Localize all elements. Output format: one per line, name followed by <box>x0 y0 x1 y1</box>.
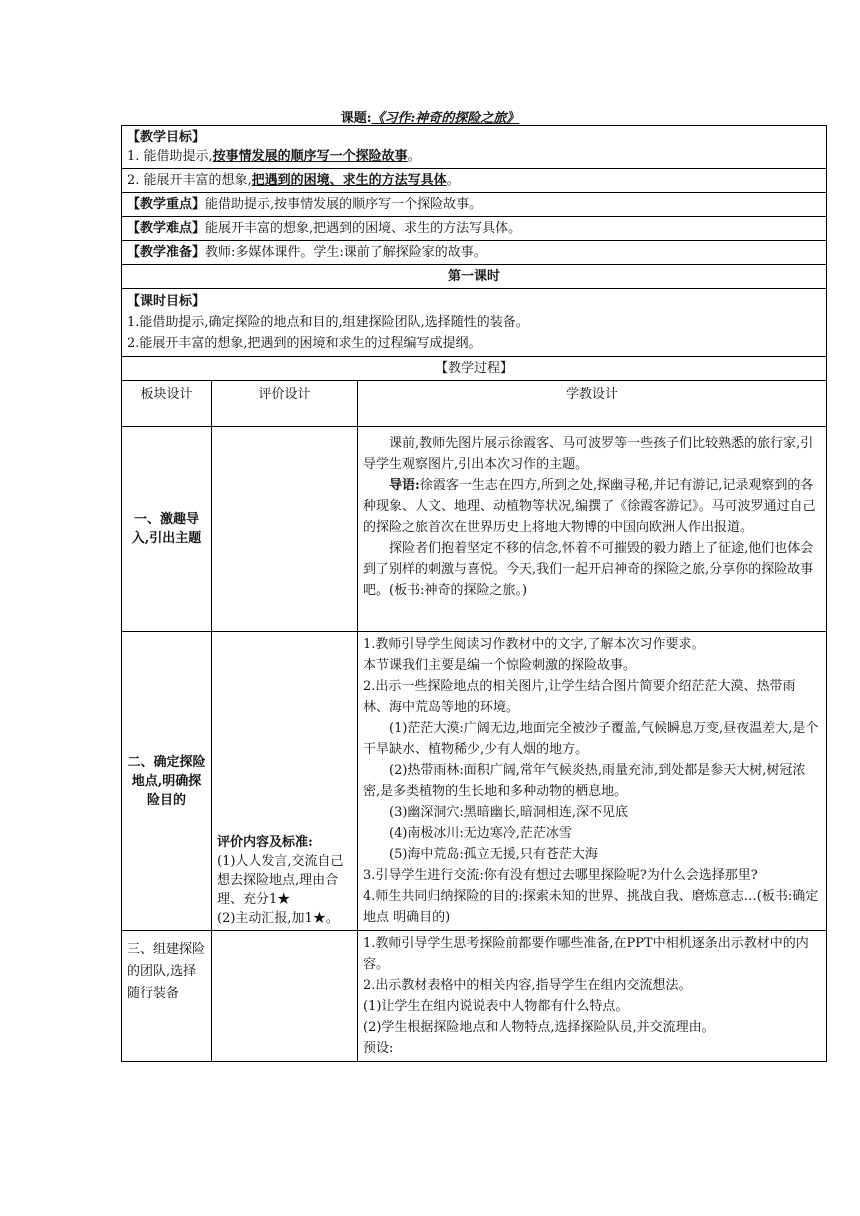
section-1-content <box>358 427 827 632</box>
section-3-row <box>122 931 827 1062</box>
section-2-line-5: 4.师生共同归纳探险的目的:探索未知的世界、挑战自我、磨炼意志…(板书:确定地点 明确目的) <box>363 889 819 925</box>
lesson-plan-table <box>121 125 827 1062</box>
section-2-line-1: 1.教师引导学生阅读习作教材中的文字,了解本次习作要求。 <box>363 637 705 652</box>
section-1-paragraph-3: 探险者们抱着坚定不移的信念,怀着不可摧毁的毅力踏上了征途,他们也体会到了别样的刺激与喜悦。今天,我们一起开启神奇的探险之旅,分享你的探险故事吧。(板书:神奇的探险之旅。) <box>363 541 814 598</box>
section-2-title: 二、确定探险地点,明确探险目的 <box>122 632 212 931</box>
section-2-line-2: 本节课我们主要是编一个惊险刺激的探险故事。 <box>363 658 637 673</box>
goal-2-post: 。 <box>446 173 460 188</box>
evaluation-heading: 评价内容及标准: <box>217 835 313 850</box>
preparation-cell <box>122 241 827 265</box>
goal-1-pre: 1. 能借助提示, <box>127 149 213 164</box>
section-3-title: 三、组建探险的团队,选择随行装备 <box>122 931 212 1062</box>
column-header-teaching: 学教设计 <box>358 381 827 427</box>
page-title <box>0 107 860 126</box>
key-point-label: 【教学重点】 <box>127 197 206 212</box>
goal-2-emphasis: 把遇到的困境、求生的方法写具体 <box>251 173 447 188</box>
key-point-cell <box>122 193 827 217</box>
section-1-paragraph-2 <box>363 475 821 538</box>
lead-in-text: 徐霞客一生志在四方,所到之处,探幽寻秘,并记有游记,记录观察到的各种现象、人文、地理、动植物等状况,编撰了《徐霞客游记》。马可波罗通过自己的探险之旅首次在世界历史上将地大物博的中国向欧洲人作出报道。 <box>363 478 816 535</box>
teaching-goals-heading: 【教学目标】 <box>127 130 206 145</box>
evaluation-item-1: (1)人人发言,交流自己想去探险地点,理由合理、充分1★ <box>217 854 344 907</box>
environment-island: (5)海中荒岛:孤立无援,只有苍茫大海 <box>389 847 598 862</box>
environment-rainforest: (2)热带雨林:面积广阔,常年气候炎热,雨量充沛,到处都是参天大树,树冠浓密,是多类植物的生长地和多种动物的栖息地。 <box>363 763 806 799</box>
section-2-line-3: 2.出示一些探险地点的相关图片,让学生结合图片简要介绍茫茫大漠、热带雨林、海中荒岛等地的环境。 <box>363 679 796 715</box>
lesson-goal-1: 1.能借助提示,确定探险的地点和目的,组建探险团队,选择随性的装备。 <box>127 315 529 330</box>
difficult-point-row <box>122 217 827 241</box>
section-3-line-1: 1.教师引导学生思考探险前都要作哪些准备,在PPT中相机逐条出示教材中的内容。 <box>363 936 809 972</box>
environment-antarctic: (4)南极冰川:无边寒冷,茫茫冰雪 <box>389 826 572 841</box>
teaching-goals-cell <box>122 126 827 169</box>
column-header-block: 板块设计 <box>122 381 212 427</box>
section-2-row <box>122 632 827 931</box>
section-1-title: 一、激趣导入,引出主题 <box>122 427 212 632</box>
section-1-evaluation <box>212 427 358 632</box>
environment-desert: (1)茫茫大漠:广阔无边,地面完全被沙子覆盖,气候瞬息万变,昼夜温差大,是个干旱缺水、植物稀少,少有人烟的地方。 <box>363 721 819 757</box>
goal-1-post: 。 <box>407 149 421 164</box>
lesson-title: 第一课时 <box>122 265 827 289</box>
goal-1-emphasis: 按事情发展的顺序写一个探险故事 <box>212 149 408 164</box>
section-1-row <box>122 427 827 632</box>
section-2-line-4: 3.引导学生进行交流:你有没有想过去哪里探险呢?为什么会选择那里? <box>363 868 758 883</box>
key-point-text: 能借助提示,按事情发展的顺序写一个探险故事。 <box>205 197 483 212</box>
lead-in-label: 导语: <box>389 478 420 493</box>
difficult-point-cell <box>122 217 827 241</box>
preparation-text: 教师:多媒体课件。学生:课前了解探险家的故事。 <box>205 245 487 260</box>
column-header-row <box>122 381 827 427</box>
preparation-row <box>122 241 827 265</box>
process-title: 【教学过程】 <box>122 357 827 381</box>
preparation-label: 【教学准备】 <box>127 245 206 260</box>
difficult-point-label: 【教学难点】 <box>127 221 206 236</box>
teaching-goal-2-cell <box>122 169 827 193</box>
evaluation-item-2: (2)主动汇报,加1★。 <box>217 911 339 926</box>
goal-2-pre: 2. 能展开丰富的想象, <box>127 173 252 188</box>
section-3-line-2: 2.出示教材表格中的相关内容,指导学生在组内交流想法。 <box>363 978 692 993</box>
section-2-evaluation <box>212 632 358 931</box>
lesson-goals-cell <box>122 289 827 357</box>
environment-cave: (3)幽深洞穴:黑暗幽长,暗洞相连,深不见底 <box>389 805 629 820</box>
section-1-paragraph-1: 课前,教师先图片展示徐霞客、马可波罗等一些孩子们比较熟悉的旅行家,引导学生观察图片,引出本次习作的主题。 <box>363 436 814 472</box>
section-3-evaluation <box>212 931 358 1062</box>
difficult-point-text: 能展开丰富的想象,把遇到的困境、求生的方法写具体。 <box>205 221 522 236</box>
column-header-evaluation: 评价设计 <box>212 381 358 427</box>
lesson-title-row <box>122 265 827 289</box>
teaching-goals-row <box>122 126 827 169</box>
teaching-goal-1 <box>127 147 821 166</box>
section-2-content <box>358 632 827 931</box>
section-3-line-5: 预设: <box>363 1041 394 1056</box>
lesson-goal-2: 2.能展开丰富的想象,把遇到的困境和求生的过程编写成提纲。 <box>127 336 482 351</box>
teaching-goal-2-row <box>122 169 827 193</box>
title-prefix: 课题: <box>340 111 372 126</box>
teaching-goal-2 <box>127 171 821 190</box>
title-main: 《习作:神奇的探险之旅》 <box>371 111 520 126</box>
section-3-content <box>358 931 827 1062</box>
section-3-line-4: (2)学生根据探险地点和人物特点,选择探险队员,并交流理由。 <box>363 1020 715 1035</box>
process-title-row <box>122 357 827 381</box>
lesson-goals-row <box>122 289 827 357</box>
section-3-line-3: (1)让学生在组内说说表中人物都有什么特点。 <box>363 999 629 1014</box>
lesson-goals-heading: 【课时目标】 <box>127 294 206 309</box>
key-point-row <box>122 193 827 217</box>
